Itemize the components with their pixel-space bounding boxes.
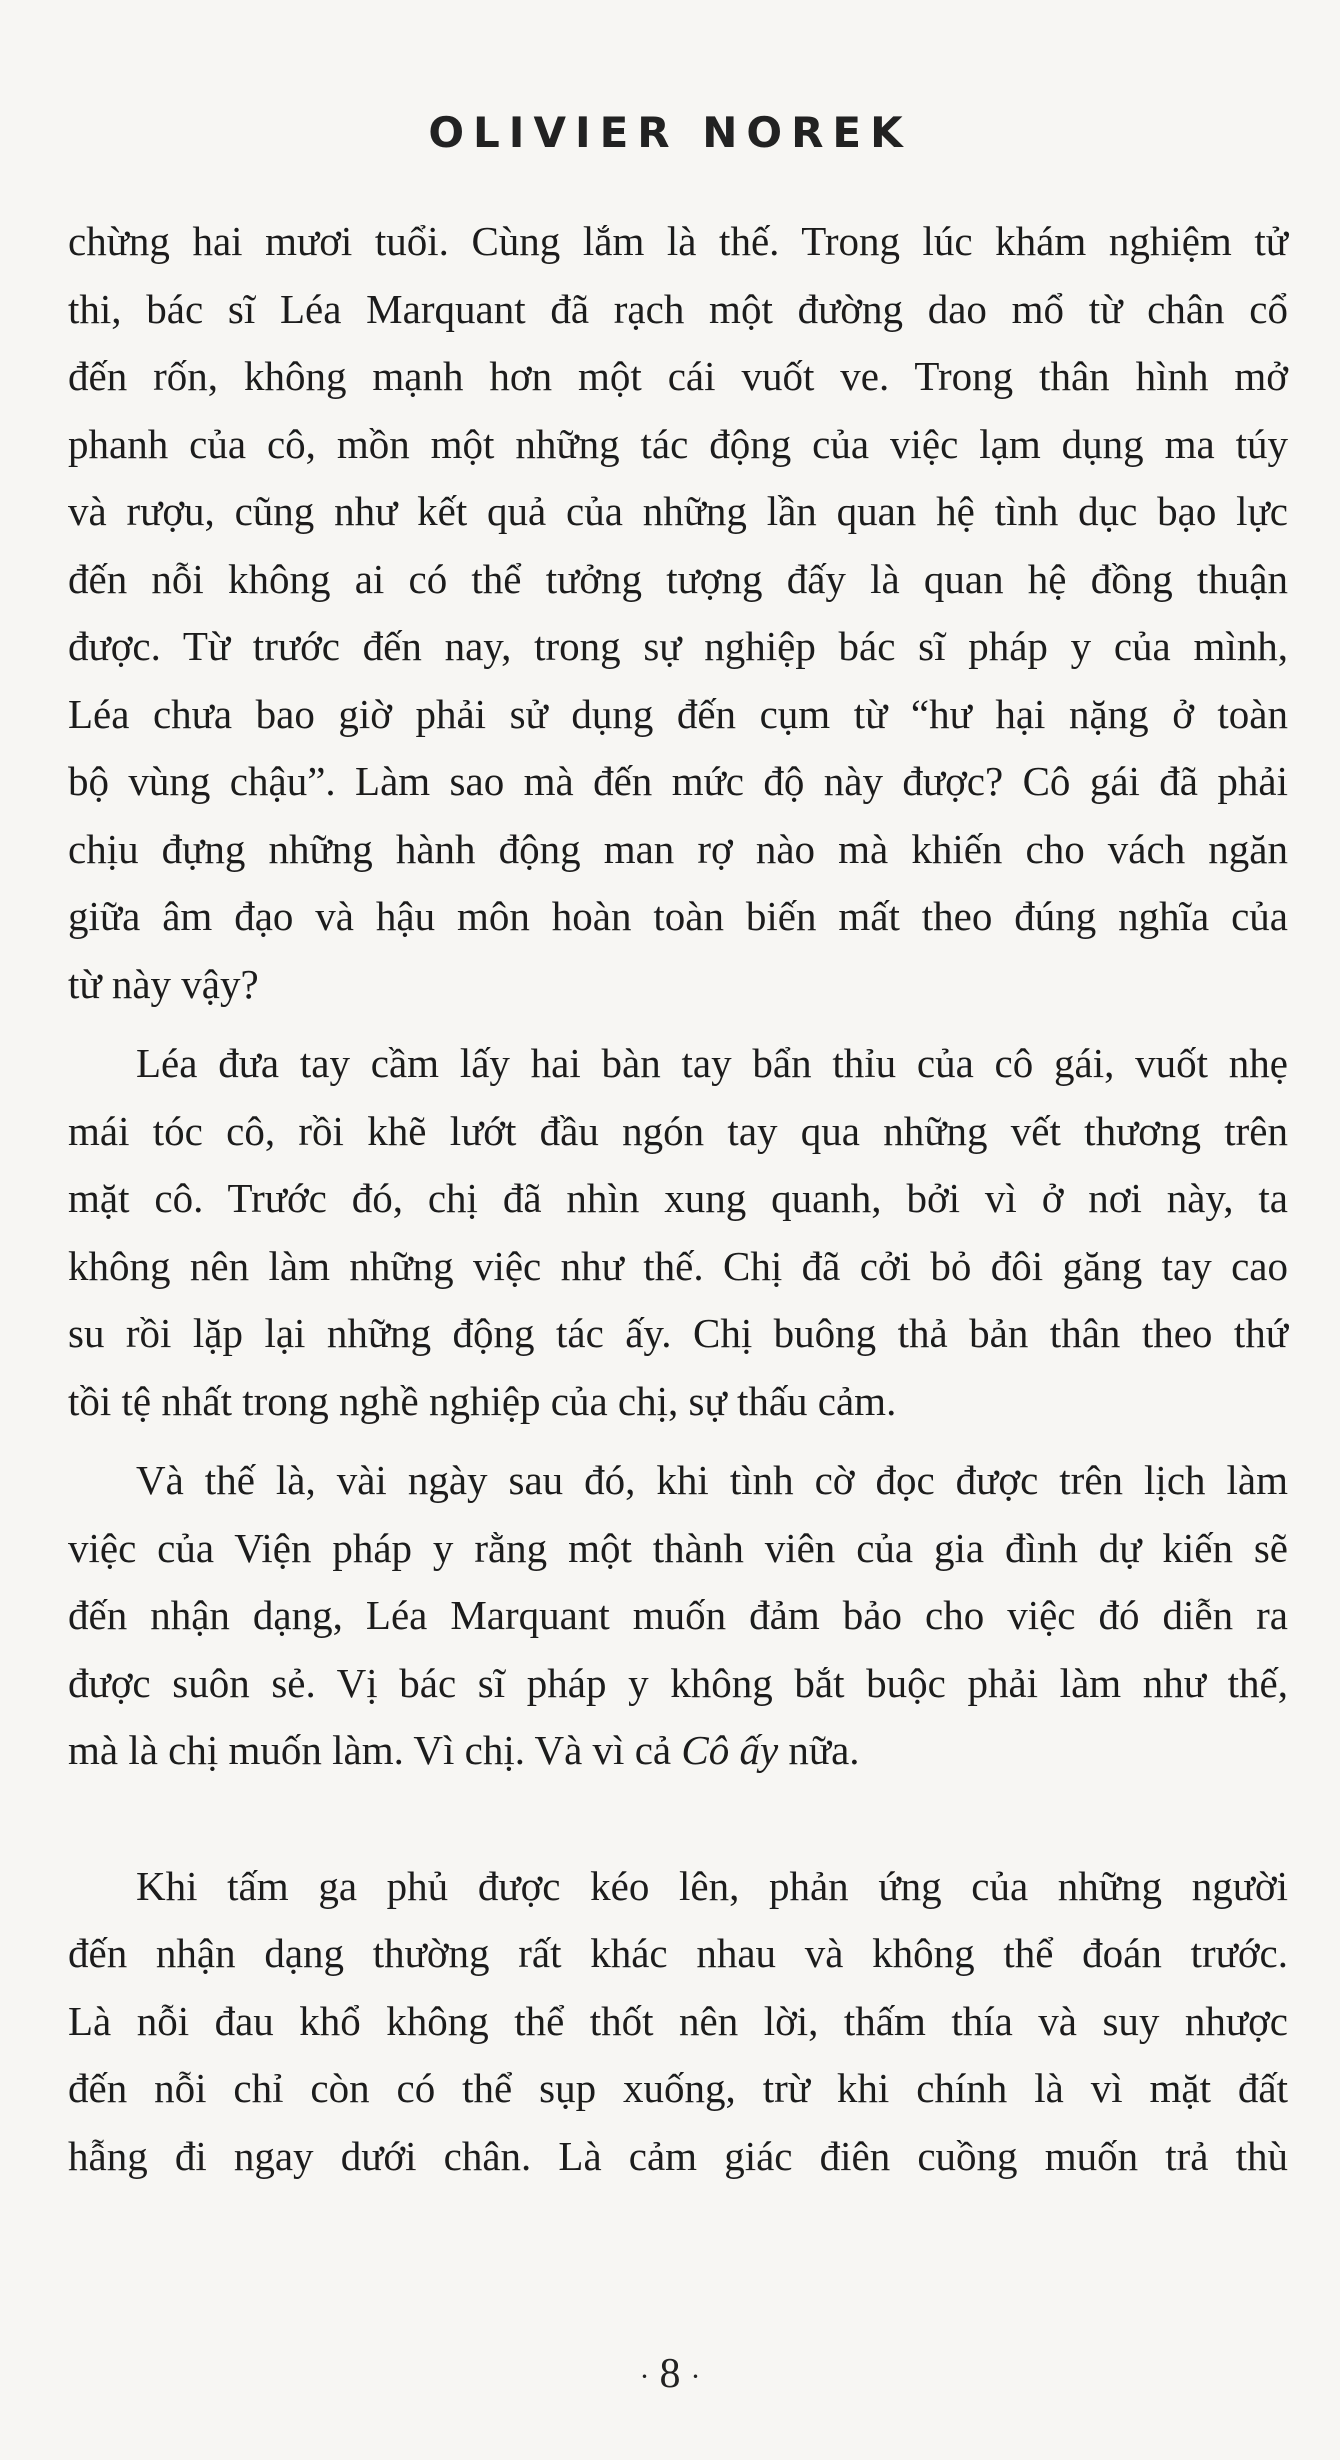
text-line	[68, 1717, 1288, 1785]
folio-bullet: ·	[690, 2360, 701, 2394]
text-line: và rượu, cũng như kết quả của những lần quan hệ tình dục bạo lực	[68, 488, 1288, 534]
text-line: mái tóc cô, rồi khẽ lướt đầu ngón tay qua những vết thương trên	[68, 1107, 1288, 1154]
text-line: đến nỗi không ai có thể tưởng tượng đấy là quan hệ đồng thuận	[68, 555, 1288, 602]
body-text	[68, 208, 1288, 2190]
text-line: chừng hai mươi tuổi. Cùng lắm là thế. Trong lúc khám nghiệm tử	[68, 218, 1288, 264]
text-line: tồi tệ nhất trong nghề nghiệp của chị, sự thấu cảm.	[68, 1377, 897, 1424]
italic-text: Cô ấy	[681, 1727, 779, 1773]
text-line: thi, bác sĩ Léa Marquant đã rạch một đường dao mổ từ chân cổ	[68, 285, 1288, 332]
text-line: từ này vậy?	[68, 960, 259, 1007]
paragraph-gap	[68, 1435, 1288, 1447]
text-line: Léa chưa bao giờ phải sử dụng đến cụm từ “hư hại nặng ở toàn	[68, 690, 1288, 737]
text-line: đến nhận dạng thường rất khác nhau và không thể đoán trước.	[68, 1930, 1288, 1976]
section-break	[68, 1785, 1288, 1853]
page-number	[0, 2350, 1340, 2398]
text-line: chịu đựng những hành động man rợ nào mà khiến cho vách ngăn	[68, 825, 1288, 872]
text-line: đến nhận dạng, Léa Marquant muốn đảm bảo cho việc đó diễn ra	[68, 1592, 1288, 1638]
folio-bullet: ·	[639, 2360, 650, 2394]
text-line: đến rốn, không mạnh hơn một cái vuốt ve. Trong thân hình mở	[68, 353, 1288, 399]
text-line: Léa đưa tay cầm lấy hai bàn tay bẩn thỉu của cô gái, vuốt nhẹ	[136, 1040, 1288, 1086]
paragraph	[68, 1447, 1288, 1785]
text-line: đến nỗi chỉ còn có thể sụp xuống, trừ khi chính là vì mặt đất	[68, 2065, 1288, 2111]
text-line: Khi tấm ga phủ được kéo lên, phản ứng của những người	[136, 1862, 1288, 1909]
text-line: được. Từ trước đến nay, trong sự nghiệp bác sĩ pháp y của mình,	[68, 623, 1288, 669]
paragraph-gap	[68, 1018, 1288, 1030]
text-line: hẫng đi ngay dưới chân. Là cảm giác điên cuồng muốn trả thù	[68, 2132, 1288, 2179]
text-line: su rồi lặp lại những động tác ấy. Chị buông thả bản thân theo thứ	[68, 1310, 1288, 1356]
text-line: giữa âm đạo và hậu môn hoàn toàn biến mất theo đúng nghĩa của	[68, 893, 1288, 939]
text-run: nữa.	[778, 1727, 860, 1773]
page-number-value: 8	[659, 2351, 681, 2397]
text-line: được suôn sẻ. Vị bác sĩ pháp y không bắt buộc phải làm như thế,	[68, 1659, 1288, 1706]
paragraph	[68, 1030, 1288, 1435]
text-line: mặt cô. Trước đó, chị đã nhìn xung quanh, bởi vì ở nơi này, ta	[68, 1175, 1288, 1221]
running-head: OLIVIER NOREK	[428, 108, 912, 157]
text-line: Là nỗi đau khổ không thể thốt nên lời, thấm thía và suy nhược	[68, 1997, 1288, 2044]
text-line: Và thế là, vài ngày sau đó, khi tình cờ đọc được trên lịch làm	[136, 1457, 1288, 1503]
text-line: bộ vùng chậu”. Làm sao mà đến mức độ này được? Cô gái đã phải	[68, 758, 1288, 804]
text-line: phanh của cô, mồn một những tác động của việc lạm dụng ma túy	[68, 420, 1288, 467]
text-run: mà là chị muốn làm. Vì chị. Và vì cả	[68, 1727, 682, 1773]
paragraph	[68, 1853, 1288, 2191]
paragraph	[68, 208, 1288, 1018]
text-line: không nên làm những việc như thế. Chị đã cởi bỏ đôi găng tay cao	[68, 1242, 1288, 1289]
text-line: việc của Viện pháp y rằng một thành viên của gia đình dự kiến sẽ	[68, 1524, 1288, 1571]
